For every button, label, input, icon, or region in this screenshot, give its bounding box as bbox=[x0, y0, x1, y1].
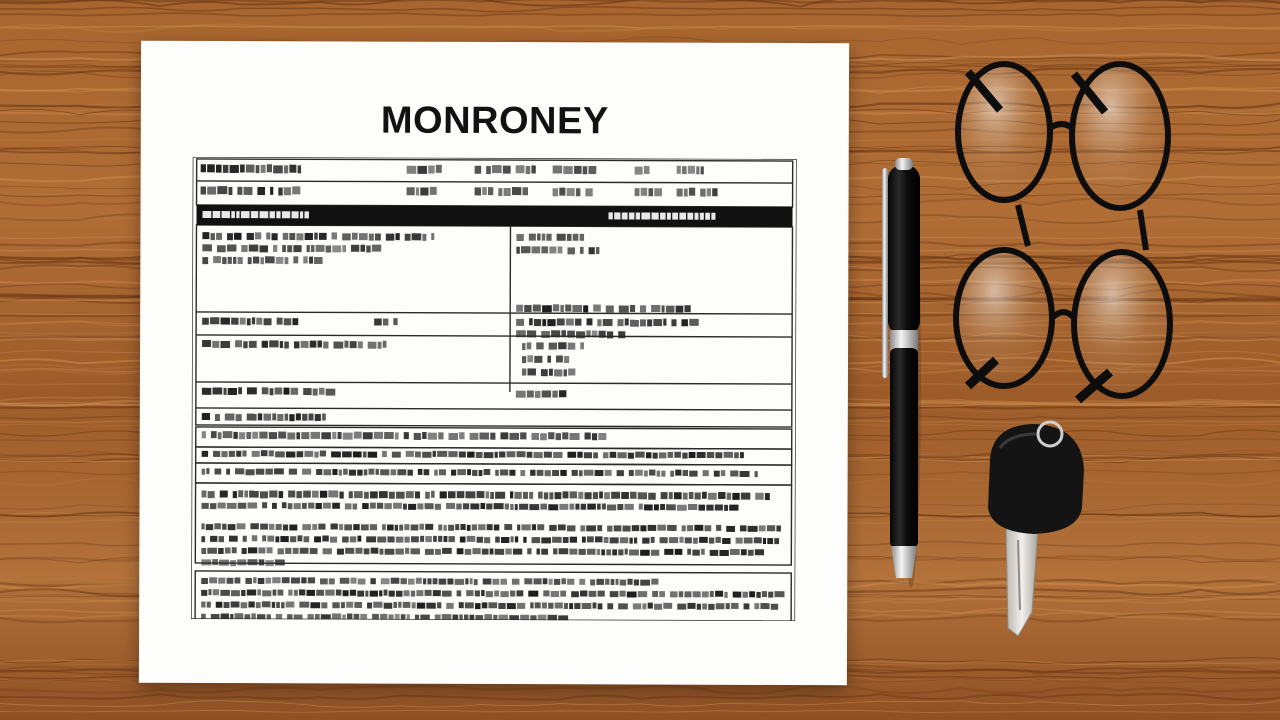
pen bbox=[882, 158, 921, 588]
car-key bbox=[988, 422, 1084, 636]
document-title: MONRONEY bbox=[380, 99, 609, 143]
eyeglasses bbox=[956, 64, 1170, 400]
